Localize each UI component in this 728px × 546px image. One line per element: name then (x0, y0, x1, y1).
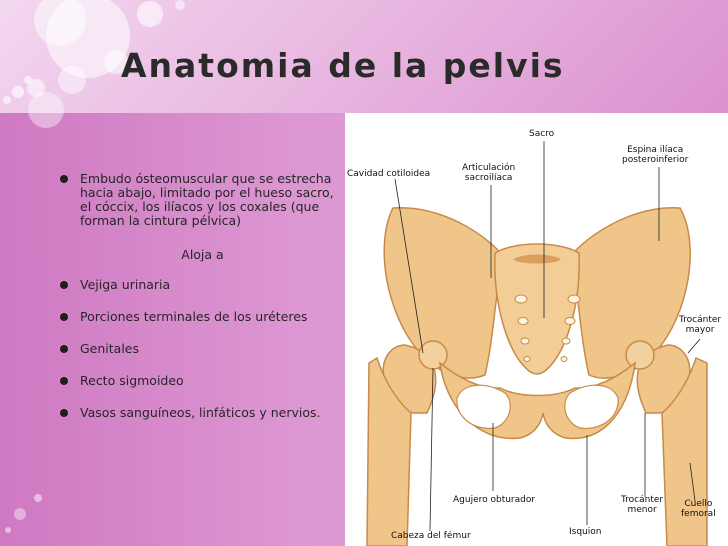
slide-title: Anatomia de la pelvis (121, 46, 565, 85)
label-agujero-obturador: Agujero obturador (453, 495, 536, 505)
bullet-dot-icon (60, 313, 68, 321)
label-line: sacroilíaca (464, 173, 513, 183)
bullet-list (60, 172, 345, 420)
bullet-item (60, 278, 345, 292)
pelvis-illustration (345, 113, 728, 546)
label-line: Trocánter (621, 495, 664, 505)
bullet-item (60, 342, 345, 356)
bullet-intro-text: Embudo ósteomuscular que se estrecha hacia abajo, limitado por el hueso sacro, el cóccix, los ilíacos y los coxales (que forman la cintura pélvica) (80, 171, 334, 228)
label-sacro: Sacro (529, 129, 555, 139)
label-line: posteroinferior (622, 155, 689, 165)
decorative-dots (0, 480, 60, 546)
label-line: menor (627, 505, 657, 515)
bullet-dot-icon (60, 345, 68, 353)
bullet-intro (60, 172, 345, 228)
label-isquion: Isquion (569, 527, 602, 537)
label-line: Espina ilíaca (627, 145, 684, 155)
bullet-text: Vasos sanguíneos, linfáticos y nervios. (80, 405, 321, 420)
label-articulacion-sacroiliaca (462, 163, 515, 183)
label-cavidad-cotiloidea: Cavidad cotiloidea (347, 169, 431, 179)
bullet-text: Vejiga urinaria (80, 277, 171, 292)
bullet-item (60, 310, 345, 324)
alloja-label: Aloja a (181, 247, 224, 262)
label-cuello-femoral (681, 499, 716, 519)
label-trocanter-menor (621, 495, 663, 515)
label-line: Trocánter (679, 315, 722, 325)
bullet-text: Genitales (80, 341, 140, 356)
bullet-text: Recto sigmoideo (80, 373, 184, 388)
label-cabeza-femur: Cabeza del fémur (391, 531, 471, 541)
bullet-dot-icon (60, 281, 68, 289)
label-line: Cuello (684, 499, 713, 509)
bullet-dot-icon (60, 377, 68, 385)
bullet-text: Porciones terminales de los uréteres (80, 309, 308, 324)
label-espina-iliaca (622, 145, 688, 165)
label-line: Articulación (462, 163, 516, 173)
label-line: mayor (685, 325, 715, 335)
label-trocanter-mayor (679, 315, 721, 335)
bullet-item (60, 374, 345, 388)
bullet-dot-icon (60, 175, 68, 183)
bullet-item (60, 406, 345, 420)
bullet-dot-icon (60, 409, 68, 417)
label-line: femoral (681, 509, 716, 519)
